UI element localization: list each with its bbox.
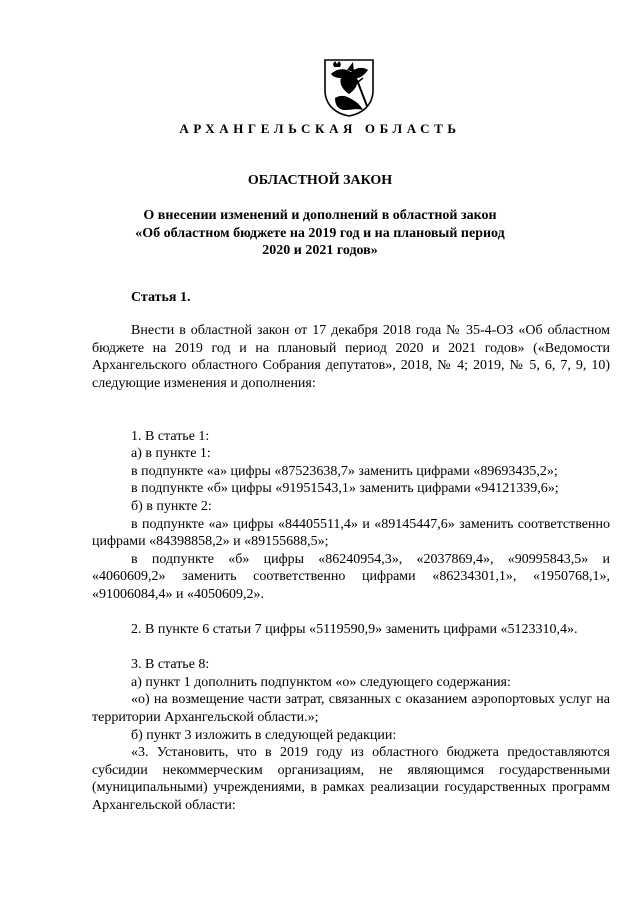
- article-body: [92, 322, 610, 815]
- section-1-title: 1. В статье 1:: [131, 428, 210, 444]
- section-1-a-item: в подпункте «а» цифры «87523638,7» заменить цифрами «89693435,2»;: [131, 463, 558, 479]
- section-3-b: б) пункт 3 изложить в следующей редакции:: [131, 727, 397, 743]
- law-title-line: О внесении изменений и дополнений в областной закон: [143, 208, 497, 223]
- law-title: [0, 207, 640, 260]
- law-type: ОБЛАСТНОЙ ЗАКОН: [247, 173, 393, 188]
- section-1-b-item: в подпункте «а» цифры «84405511,4» и «89145447,6» заменить соответственно цифрами «84398858,2» и «89155688,5»;: [92, 516, 610, 550]
- section-1-b-item: в подпункте «б» цифры «86240954,3», «2037869,4», «90995843,5» и «4060609,2» заменить соответственно цифрами «86234301,1», «1950768,1», «91006084,4» и «4050609,2».: [92, 551, 610, 602]
- region-name: АРХАНГЕЛЬСКАЯ ОБЛАСТЬ: [179, 121, 461, 136]
- coat-of-arms-icon: [323, 58, 375, 118]
- section-3-b-item: «3. Установить, что в 2019 году из областного бюджета предоставляются субсидии некоммерческим организациям, не являющимся государственными (муниципальными) учреждениями, в рамках реализации государственных программ Архангельской области:: [92, 745, 610, 814]
- article-intro: Внести в областной закон от 17 декабря 2018 года № 35-4-ОЗ «Об областном бюджете на 2019 год и на плановый период 2020 и 2021 годов» («Ведомости Архангельского областного Собрания депутатов», 2018, № 4; 2019, № 5, 6, 7, 9, 10) следующие изменения и дополнения:: [92, 323, 610, 391]
- section-1-a: а) в пункте 1:: [131, 446, 211, 462]
- section-3-a: а) пункт 1 дополнить подпунктом «о» следующего содержания:: [131, 674, 511, 690]
- section-2: 2. В пункте 6 статьи 7 цифры «5119590,9» заменить цифрами «5123310,4».: [131, 622, 578, 638]
- section-1-b: б) в пункте 2:: [131, 498, 212, 514]
- section-1-a-item: в подпункте «б» цифры «91951543,1» заменить цифрами «94121339,6»;: [131, 481, 559, 497]
- section-3-title: 3. В статье 8:: [131, 657, 210, 673]
- law-title-line: 2020 и 2021 годов»: [262, 243, 378, 258]
- section-3-a-item: «о) на возмещение части затрат, связанных с оказанием аэропортовых услуг на территории Архангельской области.»;: [92, 692, 610, 726]
- law-title-line: «Об областном бюджете на 2019 год и на плановый период: [135, 225, 505, 241]
- article-heading: Статья 1.: [131, 290, 191, 305]
